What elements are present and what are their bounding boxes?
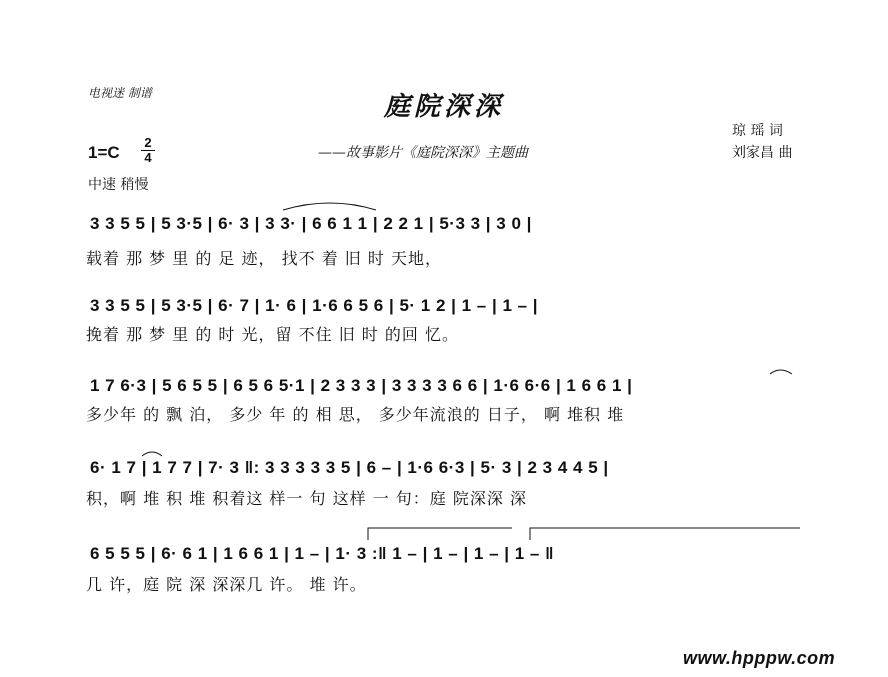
lyrics-row-1: 载着 那 梦 里 的 足 迹， 找不 着 旧 时 天地， xyxy=(86,249,442,268)
lyricist-credit: 琼 瑶 词 xyxy=(732,123,783,139)
lyrics-row-2: 挽着 那 梦 里 的 时 光，留 不住 旧 时 的回 忆。 xyxy=(86,325,459,344)
volta-2 xyxy=(530,528,800,540)
credit-text: 电视迷 制谱 xyxy=(88,86,152,100)
notation-row-4: 6· 1 7 | 1 7 7 | 7· 3 ‖: 3 3 3 3 3 5 | 6 – | 1·6 6·3 | 5· 3 | 2 3 4 4 5 | xyxy=(90,458,609,477)
site-watermark: www.hpppw.com xyxy=(683,648,836,668)
song-subtitle: ——故事影片《庭院深深》主题曲 xyxy=(318,145,528,161)
volta-1 xyxy=(368,528,512,540)
slur-row3 xyxy=(770,370,792,374)
tempo-marking: 中速 稍慢 xyxy=(88,177,149,193)
lyrics-row-3: 多少年 的 飘 泊， 多少 年 的 相 思， 多少年流浪的 日子， 啊 堆积 堆 xyxy=(86,405,625,424)
song-title: 庭院深深 xyxy=(383,92,504,122)
slur-row4 xyxy=(142,452,162,456)
notation-row-3: 1 7 6·3 | 5 6 5 5 | 6 5 6 5·1 | 2 3 3 3 | 3 3 3 3 6 6 | 1·6 6·6 | 1 6 6 1 | xyxy=(90,376,633,395)
key-signature: 1=C xyxy=(88,143,120,162)
notation-row-2: 3 3 5 5 | 5 3·5 | 6· 7 | 1· 6 | 1·6 6 5 6 | 5· 1 2 | 1 – | 1 – | xyxy=(90,296,539,315)
slur-row1 xyxy=(283,203,376,210)
lyrics-row-4: 积，啊 堆 积 堆 积着这 样一 句 这样 一 句：庭 院深深 深 xyxy=(86,489,527,508)
lyrics-row-5: 几 许，庭 院 深 深深几 许。 堆 许。 xyxy=(86,575,367,594)
notation-row-5: 6 5 5 5 | 6· 6 1 | 1 6 6 1 | 1 – | 1· 3 :‖ 1 – | 1 – | 1 – | 1 – ‖ xyxy=(90,544,555,563)
time-signature-bottom: 4 xyxy=(144,150,152,165)
time-signature-top: 2 xyxy=(141,136,155,151)
notation-row-1: 3 3 5 5 | 5 3·5 | 6· 3 | 3 3· | 6 6 1 1 | 2 2 1 | 5·3 3 | 3 0 | xyxy=(90,214,532,233)
composer-credit: 刘家昌 曲 xyxy=(732,145,793,161)
